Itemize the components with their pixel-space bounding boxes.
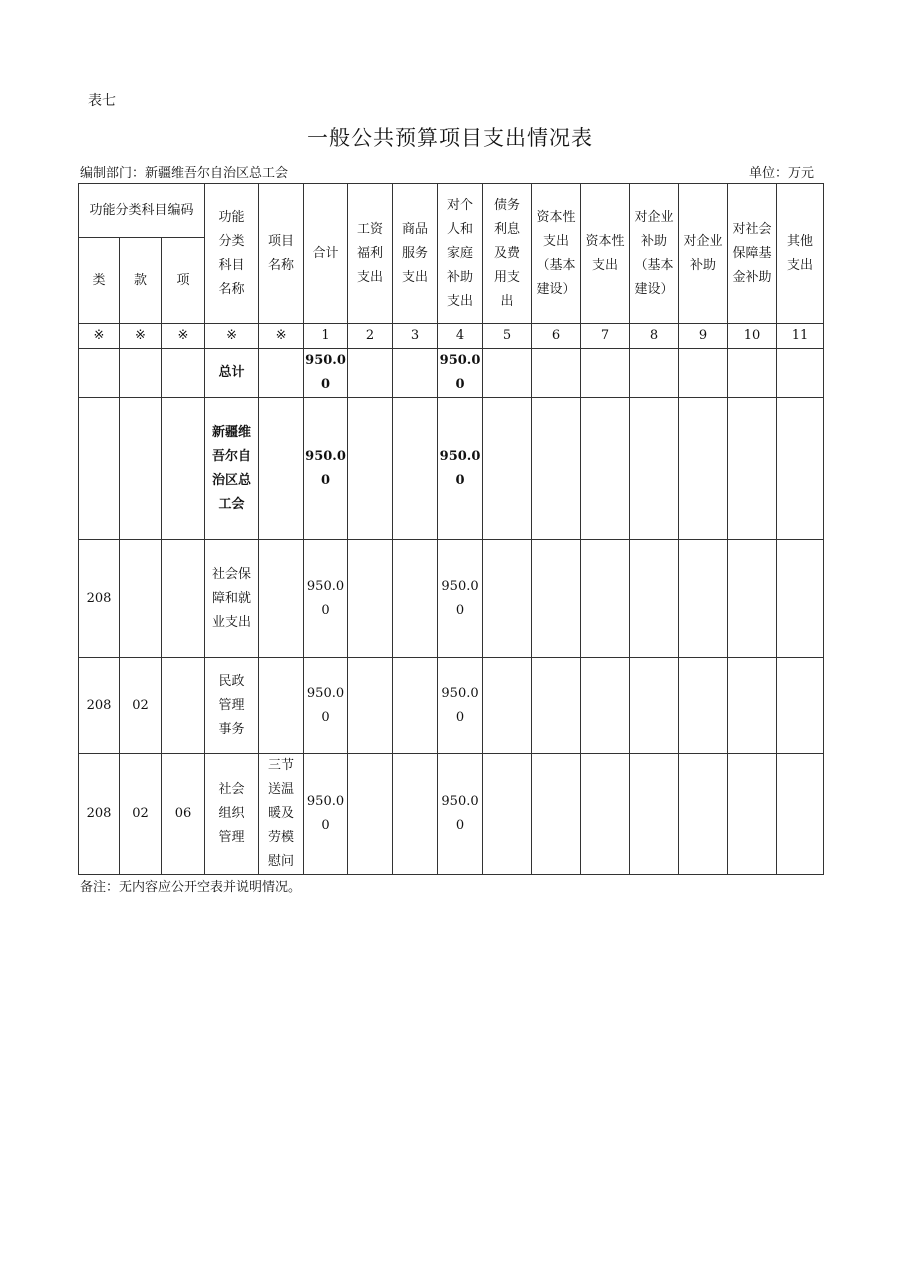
cell-c4: 950.00 <box>438 658 483 754</box>
cell-c10 <box>728 398 777 540</box>
cell-c9 <box>679 398 728 540</box>
cell-xiang <box>162 658 205 754</box>
header-c11: 其他支出 <box>777 184 824 324</box>
index-cell: 5 <box>483 324 532 349</box>
index-cell: 6 <box>532 324 581 349</box>
cell-project: 三节送温暖及劳模慰问 <box>259 754 304 875</box>
cell-func-name: 社会组织管理 <box>205 754 259 875</box>
cell-c8 <box>630 398 679 540</box>
cell-c10 <box>728 658 777 754</box>
cell-c8 <box>630 540 679 658</box>
cell-c2 <box>348 754 393 875</box>
table-row <box>79 658 824 754</box>
cell-project <box>259 398 304 540</box>
index-cell: 4 <box>438 324 483 349</box>
index-cell: 7 <box>581 324 630 349</box>
cell-kuan <box>120 349 162 398</box>
cell-c11 <box>777 658 824 754</box>
cell-c11 <box>777 398 824 540</box>
table-row <box>79 398 824 540</box>
cell-total: 950.00 <box>304 398 348 540</box>
cell-xiang <box>162 540 205 658</box>
cell-func-name: 民政管理事务 <box>205 658 259 754</box>
cell-c2 <box>348 540 393 658</box>
cell-func-name: 总计 <box>205 349 259 398</box>
table-number: 表七 <box>88 93 116 109</box>
cell-c7 <box>581 658 630 754</box>
cell-c5 <box>483 398 532 540</box>
cell-c6 <box>532 540 581 658</box>
cell-c7 <box>581 398 630 540</box>
department-label: 编制部门：新疆维吾尔自治区总工会 <box>80 166 289 181</box>
cell-c2 <box>348 398 393 540</box>
header-c10: 对社会保障基金补助 <box>728 184 777 324</box>
table-row <box>79 349 824 398</box>
cell-c10 <box>728 540 777 658</box>
header-c4: 对个人和家庭补助支出 <box>438 184 483 324</box>
index-cell: 8 <box>630 324 679 349</box>
cell-kuan <box>120 540 162 658</box>
cell-xiang: 06 <box>162 754 205 875</box>
cell-c5 <box>483 349 532 398</box>
index-cell: ※ <box>79 324 120 349</box>
header-c2: 工资福利支出 <box>348 184 393 324</box>
cell-func-name: 新疆维吾尔自治区总工会 <box>205 398 259 540</box>
cell-total: 950.00 <box>304 754 348 875</box>
cell-c3 <box>393 398 438 540</box>
cell-c2 <box>348 658 393 754</box>
table-row <box>79 540 824 658</box>
cell-c8 <box>630 754 679 875</box>
index-cell: ※ <box>205 324 259 349</box>
header-c7: 资本性支出 <box>581 184 630 324</box>
index-cell: 1 <box>304 324 348 349</box>
cell-c11 <box>777 349 824 398</box>
cell-lei: 208 <box>79 540 120 658</box>
cell-c7 <box>581 349 630 398</box>
header-project-name: 项目名称 <box>259 184 304 324</box>
index-cell: 9 <box>679 324 728 349</box>
index-cell: 3 <box>393 324 438 349</box>
cell-func-name: 社会保障和就业支出 <box>205 540 259 658</box>
index-cell: ※ <box>162 324 205 349</box>
cell-project <box>259 349 304 398</box>
cell-c5 <box>483 540 532 658</box>
header-c8: 对企业补助（基本建设） <box>630 184 679 324</box>
cell-c5 <box>483 658 532 754</box>
cell-total: 950.00 <box>304 540 348 658</box>
header-c6: 资本性支出（基本建设） <box>532 184 581 324</box>
cell-c10 <box>728 754 777 875</box>
cell-c9 <box>679 658 728 754</box>
budget-table <box>78 183 824 875</box>
cell-c6 <box>532 754 581 875</box>
header-xiang: 项 <box>162 238 205 324</box>
cell-c9 <box>679 349 728 398</box>
cell-lei <box>79 349 120 398</box>
cell-c8 <box>630 658 679 754</box>
cell-kuan <box>120 398 162 540</box>
header-total: 合计 <box>304 184 348 324</box>
cell-c5 <box>483 754 532 875</box>
cell-xiang <box>162 398 205 540</box>
page-title: 一般公共预算项目支出情况表 <box>307 126 593 150</box>
cell-c9 <box>679 540 728 658</box>
cell-c6 <box>532 349 581 398</box>
cell-c4: 950.00 <box>438 398 483 540</box>
table-row <box>79 754 824 875</box>
cell-project <box>259 658 304 754</box>
cell-c10 <box>728 349 777 398</box>
cell-c9 <box>679 754 728 875</box>
index-cell: ※ <box>120 324 162 349</box>
cell-c6 <box>532 398 581 540</box>
cell-kuan: 02 <box>120 658 162 754</box>
cell-c4: 950.00 <box>438 349 483 398</box>
unit-label: 单位：万元 <box>748 166 814 181</box>
header-c9: 对企业补助 <box>679 184 728 324</box>
cell-c8 <box>630 349 679 398</box>
cell-c4: 950.00 <box>438 540 483 658</box>
index-cell: 2 <box>348 324 393 349</box>
cell-c7 <box>581 540 630 658</box>
cell-total: 950.00 <box>304 349 348 398</box>
cell-lei: 208 <box>79 658 120 754</box>
cell-c11 <box>777 754 824 875</box>
cell-c3 <box>393 540 438 658</box>
cell-kuan: 02 <box>120 754 162 875</box>
cell-c6 <box>532 658 581 754</box>
header-c5: 债务利息及费用支出 <box>483 184 532 324</box>
cell-xiang <box>162 349 205 398</box>
cell-lei: 208 <box>79 754 120 875</box>
header-c3: 商品服务支出 <box>393 184 438 324</box>
cell-c3 <box>393 658 438 754</box>
cell-c4: 950.00 <box>438 754 483 875</box>
index-cell: 11 <box>777 324 824 349</box>
cell-total: 950.00 <box>304 658 348 754</box>
header-func-code: 功能分类科目编码 <box>79 184 205 238</box>
cell-lei <box>79 398 120 540</box>
header-kuan: 款 <box>120 238 162 324</box>
index-row <box>79 324 824 349</box>
cell-c7 <box>581 754 630 875</box>
index-cell: ※ <box>259 324 304 349</box>
header-func-name: 功能分类科目名称 <box>205 184 259 324</box>
cell-c11 <box>777 540 824 658</box>
cell-project <box>259 540 304 658</box>
cell-c3 <box>393 754 438 875</box>
cell-c2 <box>348 349 393 398</box>
cell-c3 <box>393 349 438 398</box>
index-cell: 10 <box>728 324 777 349</box>
footnote: 备注：无内容应公开空表并说明情况。 <box>80 880 302 895</box>
header-lei: 类 <box>79 238 120 324</box>
